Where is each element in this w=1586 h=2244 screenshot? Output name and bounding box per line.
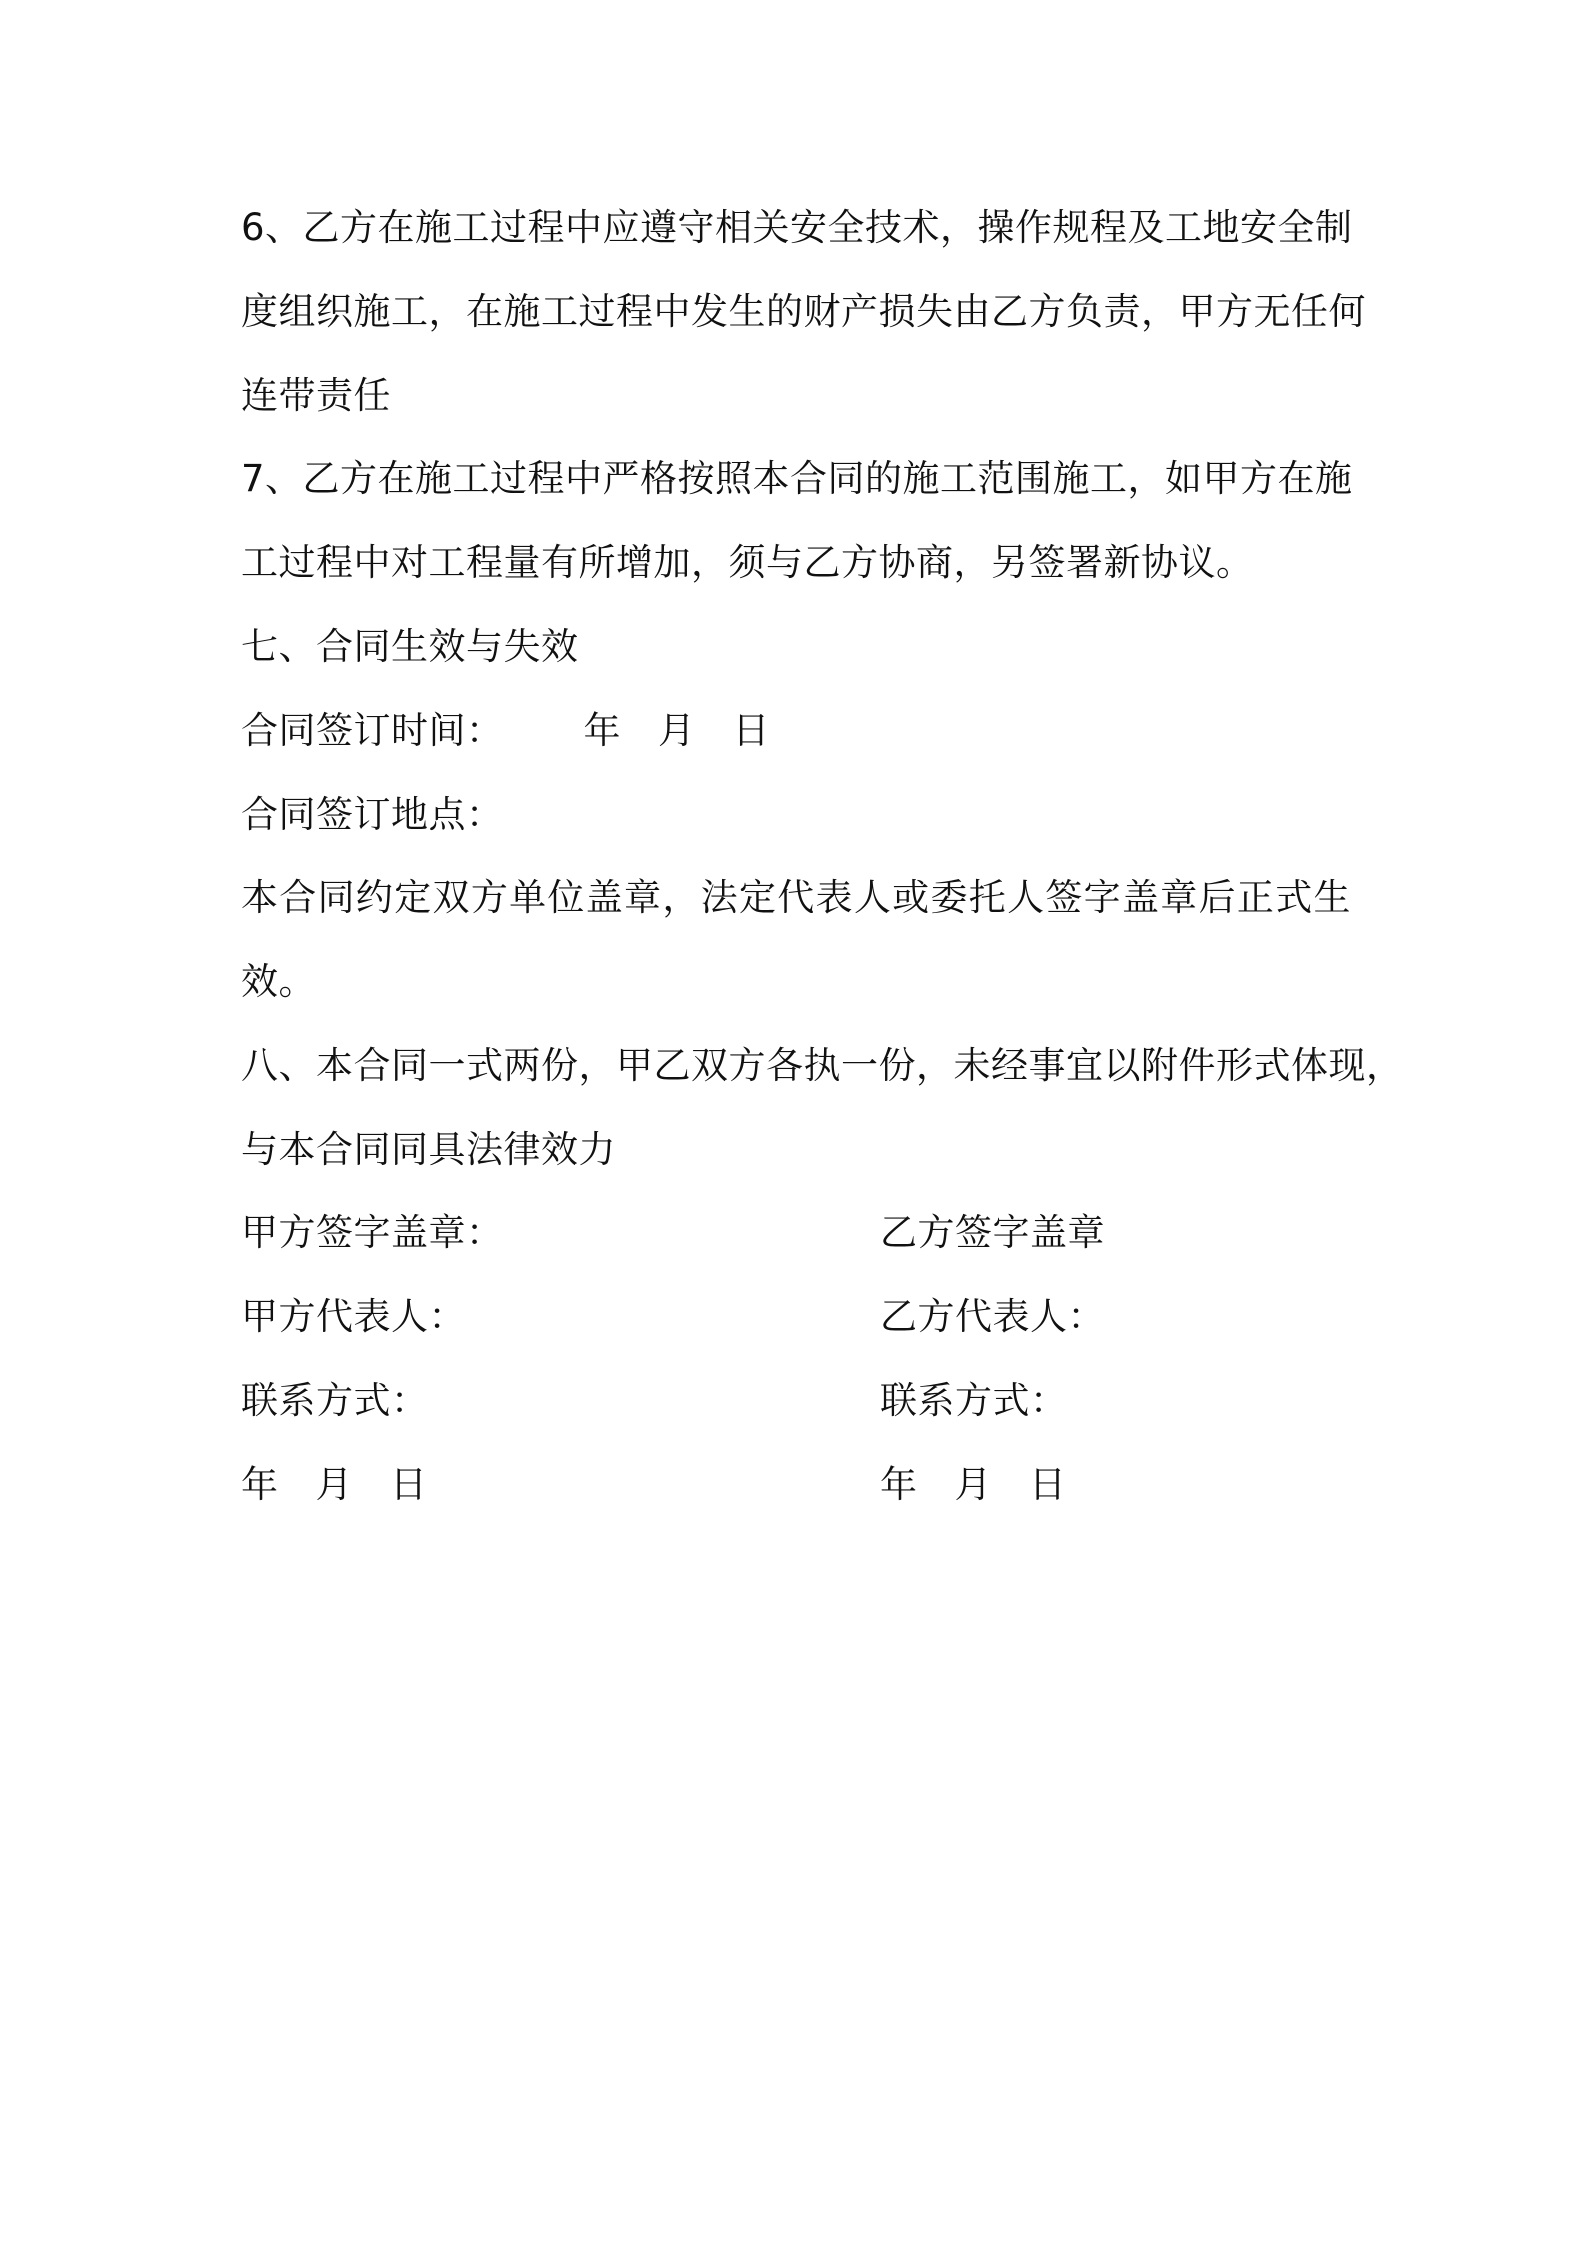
sign-time-day: 日 [732, 709, 770, 752]
effect-line-1: 本合同约定双方单位盖章，法定代表人或委托人签字盖章后正式生 [241, 876, 1351, 919]
clause-6-line-1: 6、乙方在施工过程中应遵守相关安全技术，操作规程及工地安全制 [241, 206, 1353, 249]
party-b-seal-label: 乙方签字盖章 [880, 1211, 1105, 1254]
clause-6-line-2: 度组织施工，在施工过程中发生的财产损失由乙方负责，甲方无任何 [241, 290, 1366, 333]
sign-time-month: 月 [658, 709, 696, 752]
clause-7-line-2: 工过程中对工程量有所增加，须与乙方协商，另签署新协议。 [241, 541, 1254, 584]
clause-7-line-1: 7、乙方在施工过程中严格按照本合同的施工范围施工，如甲方在施 [241, 457, 1353, 500]
sign-time-row [241, 709, 770, 753]
party-a-date-row [241, 1463, 428, 1507]
party-b-date-month: 月 [954, 1463, 992, 1506]
party-a-date-year: 年 [241, 1463, 279, 1506]
party-a-contact-label: 联系方式： [241, 1379, 429, 1422]
clause-6-line-3: 连带责任 [241, 374, 391, 417]
party-b-date-year: 年 [880, 1463, 918, 1506]
party-a-date-month: 月 [315, 1463, 353, 1506]
section-8-line-2: 与本合同同具法律效力 [241, 1128, 616, 1171]
effect-line-2: 效。 [241, 960, 316, 1003]
party-a-rep-label: 甲方代表人： [241, 1295, 466, 1338]
party-b-date-day: 日 [1029, 1463, 1067, 1506]
sign-place-label: 合同签订地点： [241, 793, 504, 836]
section-8-line-1: 八、本合同一式两份，甲乙双方各执一份，未经事宜以附件形式体现， [241, 1044, 1404, 1087]
sign-time-year: 年 [583, 709, 621, 752]
party-a-date-day: 日 [390, 1463, 428, 1506]
sign-time-label: 合同签订时间： [241, 709, 504, 752]
section-7-heading: 七、合同生效与失效 [241, 625, 579, 668]
party-a-seal-label: 甲方签字盖章： [241, 1211, 504, 1254]
party-b-rep-label: 乙方代表人： [880, 1295, 1105, 1338]
party-b-date-row [880, 1463, 1067, 1507]
party-b-contact-label: 联系方式： [880, 1379, 1068, 1422]
